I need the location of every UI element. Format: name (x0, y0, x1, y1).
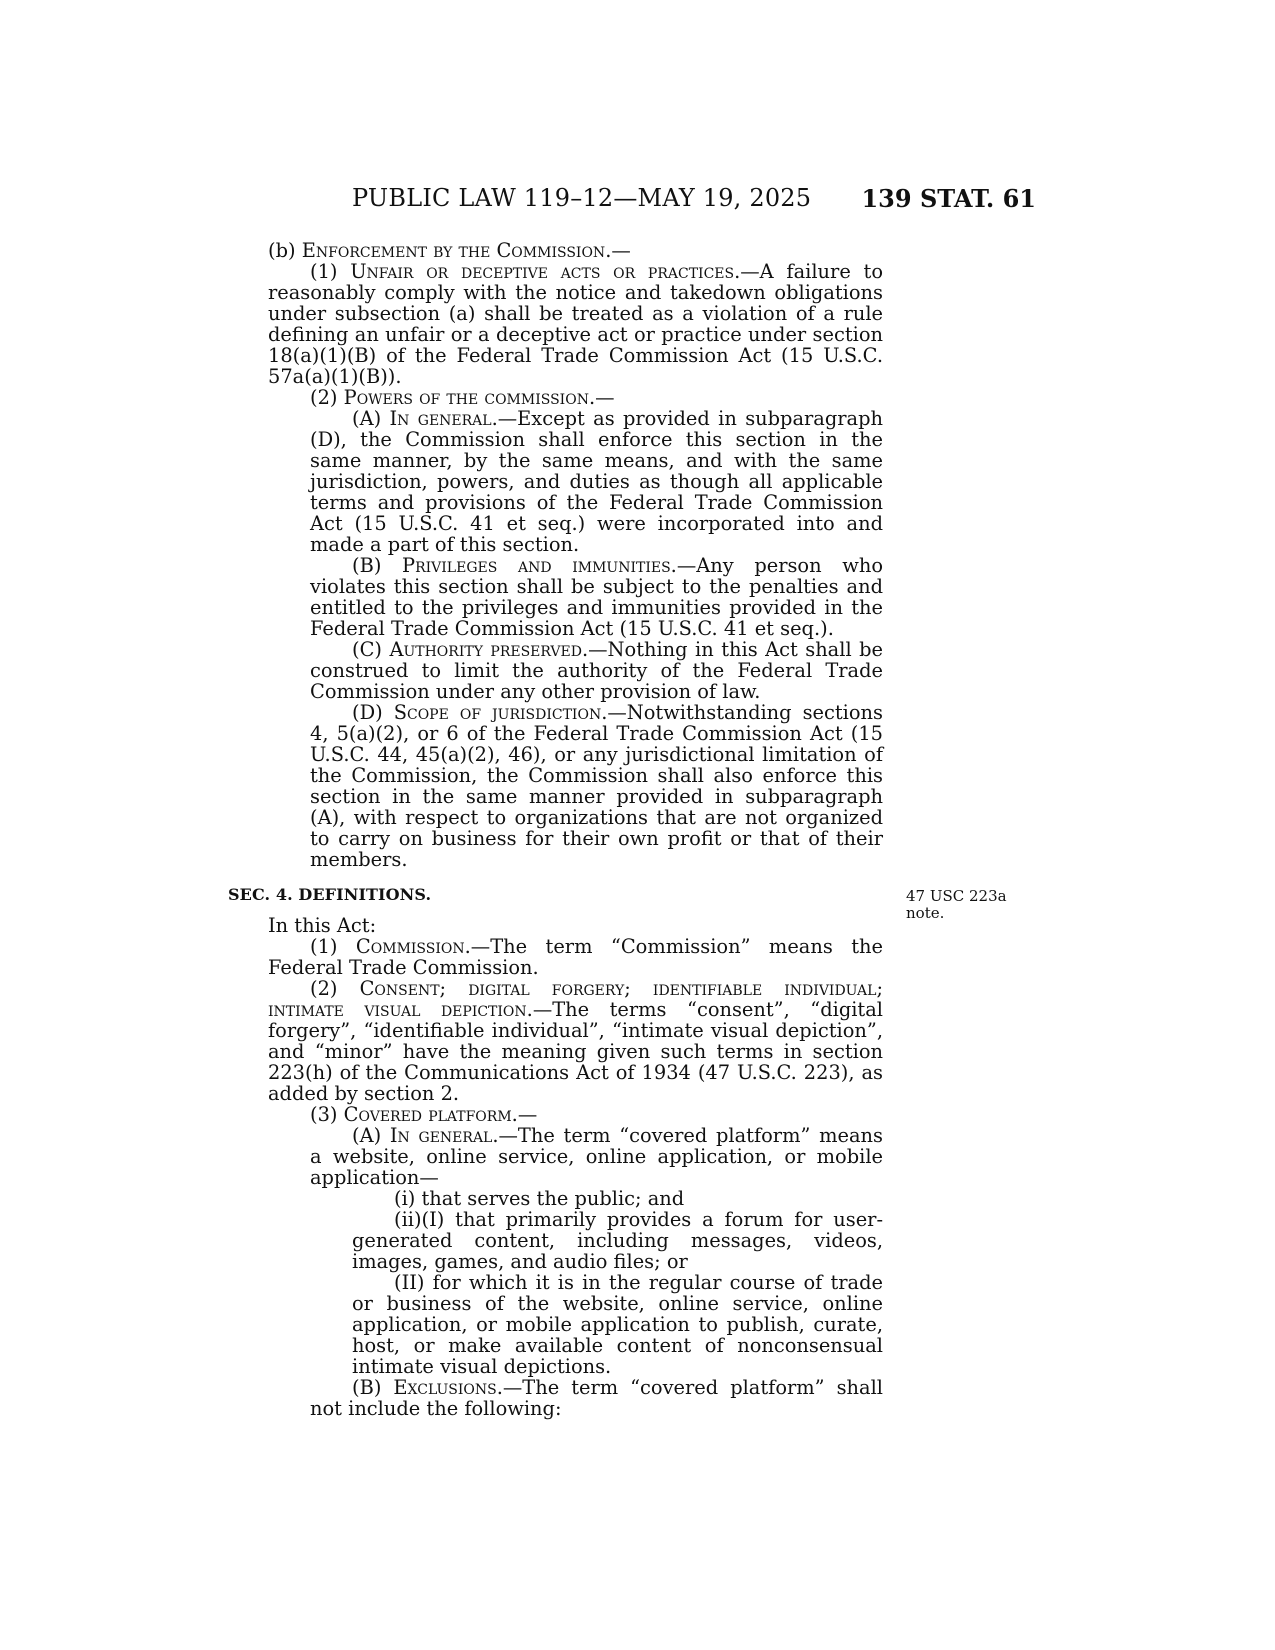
subparagraph-b2C: (C) Authority preserved.—Nothing in this Act shall be construed to limit the authority of the Federal Trade Commission under any other provision of law. (310, 638, 884, 703)
subparagraph-b2D: (D) Scope of jurisdiction.—Notwithstanding sections 4, 5(a)(2), or 6 of the Federal Trade Commission Act (15 U.S.C. 44, 45(a)(2), 46), or any jurisdictional limitation of the Commission, the Commission shall also enforce this section in the same manner provided in subparagraph (A), with respect to organizations that are not organized to carry on business for their own profit or that of their members. (310, 701, 883, 871)
subsection-b-heading: (b) Enforcement by the Commission.— (268, 239, 631, 262)
definition-3A: (A) In general.—The term “covered platform” means a website, online service, online application, or mobile application— (310, 1124, 883, 1189)
running-head (352, 184, 1036, 218)
definition-1: (1) Commission.—The term “Commission” means the Federal Trade Commission. (268, 935, 883, 979)
section-4-heading: SEC. 4. DEFINITIONS. (228, 885, 432, 904)
definition-3-heading: (3) Covered platform.— (310, 1103, 538, 1126)
subclause-II: (II) for which it is in the regular course of trade or business of the website, online service, online application, or mobile application to publish, curate, host, or make available content of nonconsensual intimate visual depictions. (352, 1271, 883, 1378)
clause-ii-I: (ii)(I) that primarily provides a forum for user-generated content, including messages, videos, images, games, and audio files; or (352, 1208, 883, 1273)
definition-2: (2) Consent; digital forgery; identifiable individual; intimate visual depiction.—The terms “consent”, “digital forgery”, “identifiable individual”, “intimate visual depiction”, and “minor” have the meaning given such terms in section 223(h) of the Communications Act of 1934 (47 U.S.C. 223), as added by section 2. (268, 977, 883, 1105)
stat-page-reference: 139 STAT. 61 (861, 184, 1036, 213)
margin-note-citation (906, 888, 1016, 922)
law-body (228, 239, 884, 1420)
definition-3B: (B) Exclusions.—The term “covered platform” shall not include the following: (310, 1376, 883, 1420)
margin-note-line-1: 47 USC 223a (906, 887, 1007, 905)
section-4-intro: In this Act: (268, 914, 377, 937)
paragraph-b1: (1) Unfair or deceptive acts or practices.—A failure to reasonably comply with the notice and takedown obligations under subsection (a) shall be treated as a violation of a rule defining an unfair or a deceptive act or practice under section 18(a)(1)(B) of the Federal Trade Commission Act (15 U.S.C. 57a(a)(1)(B)). (268, 260, 883, 388)
subparagraph-b2A: (A) In general.—Except as provided in subparagraph (D), the Commission shall enforce this section in the same manner, by the same means, and with the same jurisdiction, powers, and duties as though all applicable terms and provisions of the Federal Trade Commission Act (15 U.S.C. 41 et seq.) were incorporated into and made a part of this section. (310, 407, 883, 556)
margin-note-line-2: note. (906, 904, 945, 922)
clause-i: (i) that serves the public; and (394, 1187, 685, 1210)
subparagraph-b2B: (B) Privileges and immunities.—Any person who violates this section shall be subject to the penalties and entitled to the privileges and immunities provided in the Federal Trade Commission Act (15 U.S.C. 41 et seq.). (310, 554, 884, 640)
law-title: PUBLIC LAW 119–12—MAY 19, 2025 (352, 184, 812, 212)
paragraph-b2-heading: (2) Powers of the commission.— (310, 386, 615, 409)
